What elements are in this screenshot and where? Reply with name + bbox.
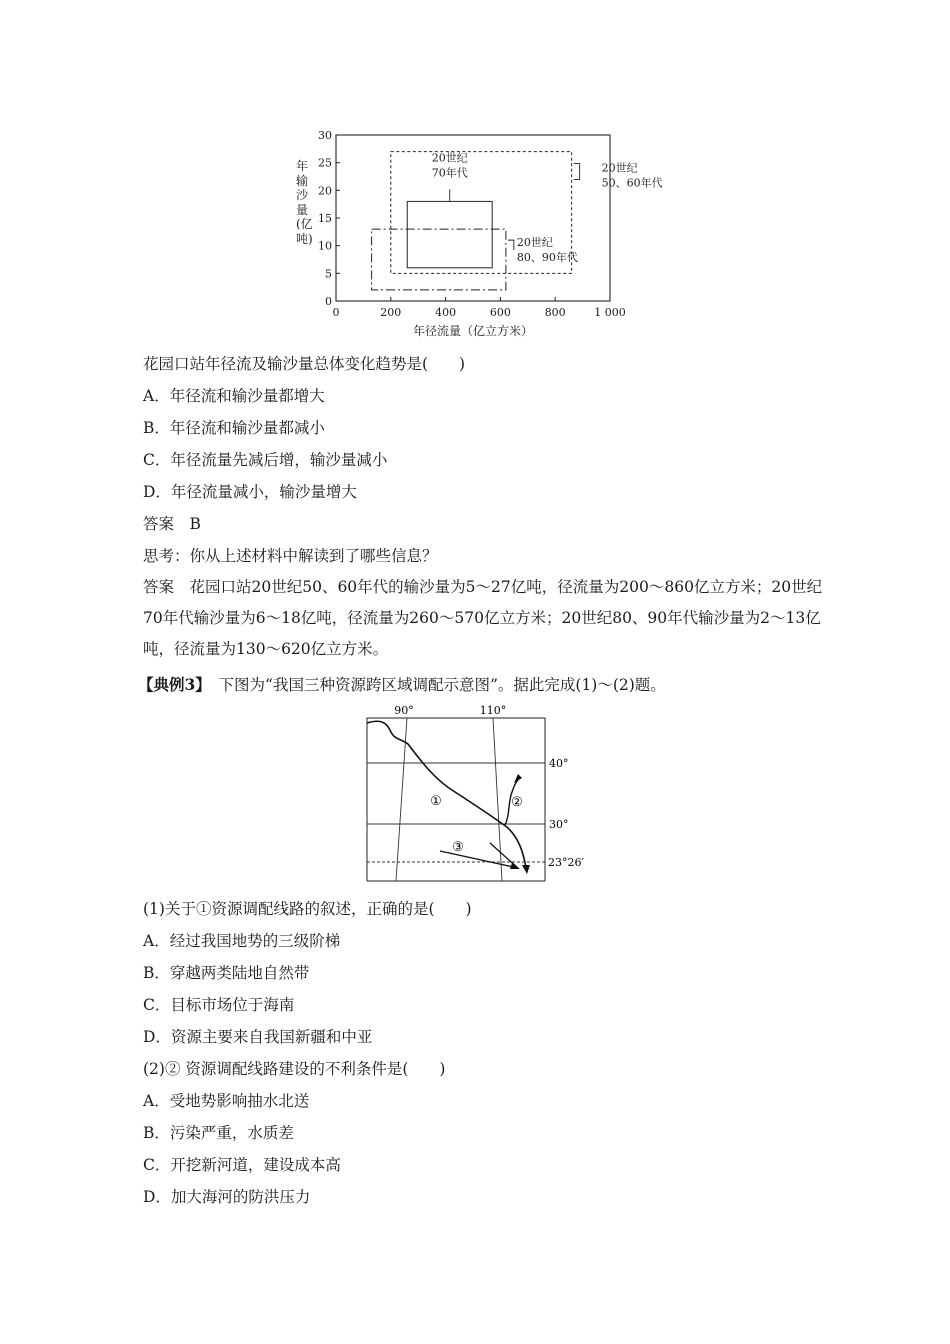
route-3-arrowhead [510, 863, 520, 869]
sub1-option-c: C．目标市场位于海南 [143, 996, 295, 1014]
sub2-option-b: B．污染严重，水质差 [143, 1124, 294, 1142]
series-label-2-line1: 20世纪 [431, 151, 468, 165]
lon-label-90: 90° [394, 704, 414, 717]
series-bracket-1 [574, 164, 580, 180]
series-bracket-3 [508, 240, 514, 250]
meridian-110 [493, 718, 502, 881]
series-label-3-line2: 80、90年代 [516, 251, 578, 265]
sub1-option-b: B．穿越两类陆地自然带 [143, 964, 310, 982]
example3-text: 下图为“我国三种资源跨区域调配示意图”。据此完成(1)～(2)题。 [203, 676, 666, 694]
lat-label-40: 40° [549, 757, 569, 770]
lat-label-30: 30° [549, 818, 569, 831]
q1-option-b: B．年径流和输沙量都减小 [143, 419, 325, 437]
series-label-1-line2: 50、60年代 [601, 176, 663, 190]
sub1-stem: (1)关于①资源调配线路的叙述，正确的是( ) [143, 900, 472, 918]
x-tick-label: 800 [544, 306, 566, 319]
lat-label-tropic: 23°26′ [548, 856, 584, 869]
y-tick-label: 5 [325, 267, 332, 281]
route-3-line-b [490, 843, 518, 868]
y-axis-label: 年输沙量(亿吨) [296, 159, 313, 246]
y-tick-label: 20 [318, 184, 332, 198]
series-label-1-line1: 20世纪 [601, 161, 638, 175]
route-label-2: ② [511, 795, 523, 810]
series-label-3-line1: 20世纪 [516, 236, 553, 250]
route-label-1: ① [430, 794, 442, 809]
sub2-option-c: C．开挖新河道，建设成本高 [143, 1156, 341, 1174]
series-label-2-line2: 70年代 [431, 166, 468, 180]
think-answer: 答案 花园口站20世纪50、60年代的输沙量为5～27亿吨，径流量为200～860亿立方米；20世纪70年代输沙量为6～18亿吨，径流量为260～570亿立方米；20世纪80、90年代输沙量为2～13亿吨，径流量为130～620亿立方米。 [143, 578, 823, 658]
runoff-sediment-chart [290, 125, 670, 345]
example3-tag: 【典例3】 [138, 675, 204, 694]
y-tick-label: 15 [318, 212, 332, 225]
sub1-option-a: A．经过我国地势的三级阶梯 [143, 932, 341, 950]
y-tick-label: 0 [325, 295, 332, 308]
y-tick-label: 25 [318, 156, 332, 170]
q1-option-a: A．年径流和输沙量都增大 [143, 387, 325, 405]
sub2-option-a: A．受地势影响抽水北送 [143, 1092, 310, 1110]
sub1-option-d: D．资源主要来自我国新疆和中亚 [143, 1028, 373, 1046]
y-tick-label: 30 [318, 129, 332, 142]
route-label-3: ③ [452, 840, 464, 855]
q1-option-c: C．年径流量先减后增，输沙量减小 [143, 451, 388, 469]
think-question: 思考：你从上述材料中解读到了哪些信息？ [143, 547, 438, 565]
resource-allocation-map [360, 700, 600, 885]
x-axis-label: 年径流量（亿立方米） [412, 324, 534, 338]
x-tick-label: 400 [435, 306, 457, 319]
series-box-3 [372, 229, 506, 290]
y-tick-label: 10 [318, 239, 332, 253]
sub2-option-d: D．加大海河的防洪压力 [143, 1188, 311, 1206]
route-1-arrowhead [522, 865, 530, 874]
lon-label-110: 110° [479, 704, 507, 717]
x-tick-label: 200 [380, 306, 402, 319]
route-2-arrowhead [514, 774, 522, 783]
x-tick-label: 600 [489, 306, 511, 319]
sub2-stem: (2)② 资源调配线路建设的不利条件是( ) [143, 1060, 446, 1078]
route-1-line [367, 721, 526, 868]
plot-frame [336, 135, 610, 301]
series-box-2 [407, 201, 492, 267]
q1-stem: 花园口站年径流及输沙量总体变化趋势是( ) [143, 355, 466, 373]
q1-answer: 答案 B [143, 515, 201, 533]
x-tick-label: 1 000 [594, 306, 626, 319]
q1-option-d: D．年径流量减小，输沙量增大 [143, 483, 357, 501]
x-tick-label: 0 [332, 306, 340, 319]
example3-heading [138, 675, 666, 695]
